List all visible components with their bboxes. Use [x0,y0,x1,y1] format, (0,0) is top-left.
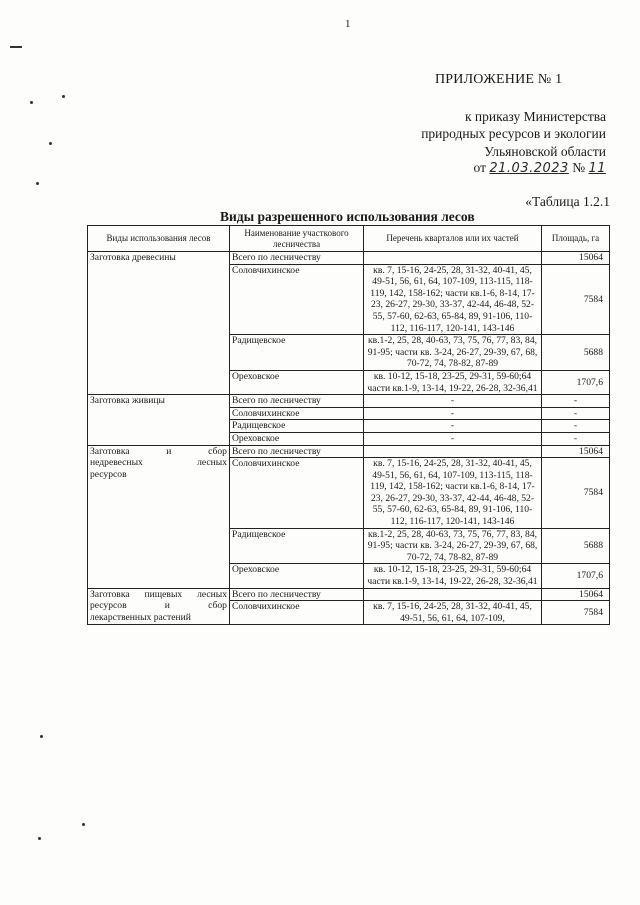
use-type-word: ресурсов [90,468,127,480]
use-type-word: лекарственных растений [90,611,191,623]
use-type-word: и [166,445,172,457]
forestry-name-cell: Радищевское [230,528,364,564]
use-type-word: лесных [197,457,227,469]
scan-speck [62,95,65,98]
forestry-name-cell: Радищевское [230,335,364,371]
handwritten-date: 21.03.2023 [489,161,569,176]
forest-use-table [87,225,610,625]
forestry-total-label: Всего по лесничеству [230,445,364,458]
table-row [88,252,610,265]
area-cell: - [542,432,610,445]
use-type-word: лесных [197,588,227,600]
quarters-cell: - [364,420,542,433]
quarters-cell: кв.1-2, 25, 28, 40-63, 73, 75, 76, 77, 83, 84, 91-95; части кв. 3-24, 26-27, 29-39, 67, 68, 70-72, 74, 78-82, 87-89 [364,528,542,564]
area-cell: 15064 [542,252,610,265]
area-cell: 7584 [542,458,610,529]
handwritten-number: 11 [588,161,606,176]
area-cell: 7584 [542,264,610,335]
forestry-name-cell: Соловчихинское [230,264,364,335]
date-prefix: от [473,160,486,175]
quarters-cell: - [364,432,542,445]
order-line-1: к приказу Министерства [464,109,606,124]
header-cell-area: Площадь, га [542,226,610,252]
page-number: 1 [345,18,351,30]
header-cell-type: Виды использования лесов [88,226,230,252]
area-cell: 1707,6 [542,370,610,394]
area-cell: 15064 [542,588,610,601]
use-type-word: пищевых [144,588,183,600]
quarters-cell: кв. 7, 15-16, 24-25, 28, 31-32, 40-41, 45, 49-51, 56, 61, 64, 107-109, [364,601,542,625]
forestry-name-cell: Ореховское [230,432,364,445]
forestry-name-cell: Ореховское [230,370,364,394]
forestry-name-cell: Ореховское [230,564,364,588]
area-cell: 5688 [542,528,610,564]
quarters-cell: кв.1-2, 25, 28, 40-63, 73, 75, 76, 77, 83, 84, 91-95; части кв. 3-24, 26-27, 29-39, 67, 68, 70-72, 74, 78-82, 87-89 [364,335,542,371]
use-type-word: недревесных [90,457,143,469]
area-cell: - [542,395,610,408]
scan-speck [82,823,85,826]
order-line-2: природных ресурсов и экологии [421,126,606,141]
use-type-word: сбор [208,600,227,612]
forestry-name-cell: Соловчихинское [230,407,364,420]
table-row [88,588,610,601]
header-cell-quarters: Перечень кварталов или их частей [364,226,542,252]
appendix-heading: ПРИЛОЖЕНИЕ № 1 [435,72,563,87]
scan-speck [38,837,41,840]
use-type-word: Заготовка [90,445,130,457]
quarters-cell: - [364,395,542,408]
quarters-cell: кв. 10-12, 15-18, 23-25, 29-31, 59-60;64 части кв.1-9, 13-14, 19-22, 26-28, 32-36,41 [364,564,542,588]
scan-speck [40,735,43,738]
quarters-cell: - [364,407,542,420]
area-cell: 1707,6 [542,564,610,588]
use-type-cell [88,588,230,625]
scan-speck [10,46,22,48]
use-type-word: Заготовка [90,588,130,600]
use-type-word: ресурсов [90,600,127,612]
area-cell: 7584 [542,601,610,625]
scan-speck [30,101,33,104]
use-type-word: сбор [208,445,227,457]
use-type-cell: Заготовка древесины [88,252,230,395]
order-line-3: Ульяновской области [484,144,606,159]
area-cell: 15064 [542,445,610,458]
number-prefix: № [572,160,586,175]
quarters-cell: кв. 7, 15-16, 24-25, 28, 31-32, 40-41, 45, 49-51, 56, 61, 64, 107-109, 113-115, 118-119, 142, 158-162; части кв.1-6, 8-14, 17-23, 26-27, 29-30, 33-37, 42-44, 46-48, 52-55, 57-60, 62-63, 65-84, 89, 91-106, 110-112, 116-117, 120-141, 143-146 [364,264,542,335]
table-row [88,445,610,458]
scan-speck [49,142,52,145]
document-title: Виды разрешенного использования лесов [220,209,475,224]
forestry-total-label: Всего по лесничеству [230,588,364,601]
area-cell: - [542,420,610,433]
forestry-name-cell: Соловчихинское [230,458,364,529]
quarters-cell [364,588,542,601]
quarters-cell [364,445,542,458]
forestry-total-label: Всего по лесничеству [230,395,364,408]
forestry-name-cell: Соловчихинское [230,601,364,625]
scan-speck [36,182,39,185]
table-label: «Таблица 1.2.1 [525,194,610,209]
order-date-line [474,160,606,176]
area-cell: 5688 [542,335,610,371]
quarters-cell: кв. 10-12, 15-18, 23-25, 29-31, 59-60;64 части кв.1-9, 13-14, 19-22, 26-28, 32-36,41 [364,370,542,394]
quarters-cell [364,252,542,265]
area-cell: - [542,407,610,420]
quarters-cell: кв. 7, 15-16, 24-25, 28, 31-32, 40-41, 45, 49-51, 56, 61, 64, 107-109, 113-115, 118-119, 142, 158-162; части кв.1-6, 8-14, 17-23, 26-27, 29-30, 33-37, 42-44, 46-48, 52-55, 57-60, 62-63, 65-84, 89, 91-106, 110-112, 116-117, 120-141, 143-146 [364,458,542,529]
forestry-total-label: Всего по лесничеству [230,252,364,265]
use-type-cell [88,445,230,588]
use-type-word: и [164,600,170,612]
header-cell-forestry: Наименование участкового лесничества [230,226,364,252]
use-type-cell: Заготовка живицы [88,395,230,445]
forestry-name-cell: Радищевское [230,420,364,433]
table-header-row [88,226,610,252]
table-row [88,395,610,408]
